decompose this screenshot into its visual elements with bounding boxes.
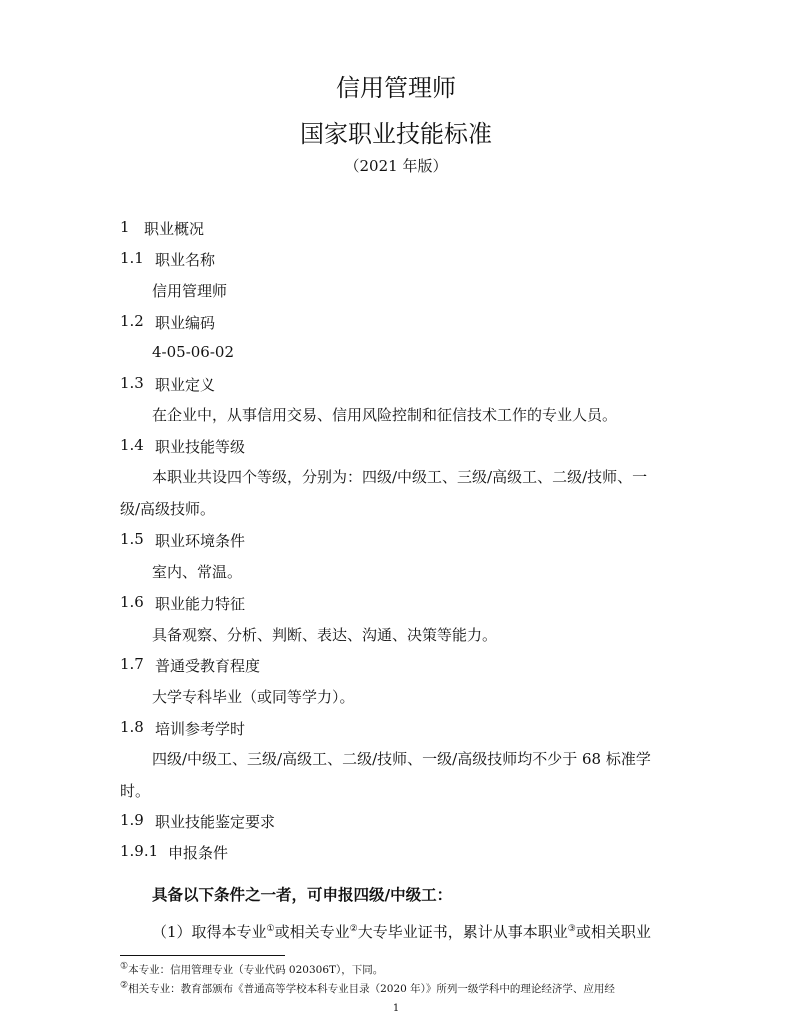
section-number: 1.8 xyxy=(120,718,144,736)
section-number: 1.4 xyxy=(120,436,144,454)
section-heading: 职业名称 xyxy=(155,251,216,269)
section-body-line: 本职业共设四个等级，分别为：四级/中级工、三级/高级工、二级/技师、一 xyxy=(152,468,648,486)
page-number: 1 xyxy=(392,1003,400,1014)
section-heading: 职业定义 xyxy=(155,376,216,394)
section-number: 1 xyxy=(120,218,130,236)
section-body: 4-05-06-02 xyxy=(152,343,235,361)
section-number: 1.6 xyxy=(120,593,144,611)
section-number: 1.2 xyxy=(120,312,144,330)
section-number: 1.7 xyxy=(120,655,144,673)
section-heading: 职业概况 xyxy=(144,220,205,238)
section-body: 在企业中，从事信用交易、信用风险控制和征信技术工作的专业人员。 xyxy=(152,406,618,424)
footnote-ref: ① xyxy=(266,924,275,934)
section-body: 室内、常温。 xyxy=(152,563,243,581)
section-body-line: 时。 xyxy=(120,782,151,800)
section-heading: 职业技能等级 xyxy=(155,438,246,456)
section-heading: 职业能力特征 xyxy=(155,595,246,613)
section-number: 1.3 xyxy=(120,374,144,392)
footnote-1: ①本专业：信用管理专业（专业代码 020306T），下同。 xyxy=(120,961,384,976)
condition-heading: 具备以下条件之一者，可申报四级/中级工： xyxy=(152,886,453,904)
section-number: 1.9 xyxy=(120,811,144,829)
condition-item: （1）取得本专业①或相关专业②大专毕业证书，累计从事本职业③或相关职业 xyxy=(152,923,651,941)
footnote-divider xyxy=(120,955,285,956)
footnote-ref: ③ xyxy=(567,924,576,934)
edition-label: （2021 年版） xyxy=(344,157,448,175)
section-number: 1.1 xyxy=(120,249,144,267)
section-heading: 普通受教育程度 xyxy=(155,657,261,675)
footnote-2: ②相关专业：教育部颁布《普通高等学校本科专业目录（2020 年）》所列一级学科中的理论经济学、应用经 xyxy=(120,980,615,995)
section-body-line: 四级/中级工、三级/高级工、二级/技师、一级/高级技师均不少于 68 标准学 xyxy=(152,750,651,768)
section-heading: 职业环境条件 xyxy=(155,532,246,550)
section-body: 大学专科毕业（或同等学力）。 xyxy=(152,688,355,706)
section-number: 1.9.1 xyxy=(120,842,159,860)
footnote-ref: ② xyxy=(349,924,358,934)
section-body-line: 级/高级技师。 xyxy=(120,500,216,518)
section-heading: 培训参考学时 xyxy=(155,720,246,738)
section-heading: 职业编码 xyxy=(155,314,216,332)
section-number: 1.5 xyxy=(120,530,144,548)
section-body: 信用管理师 xyxy=(152,282,228,300)
section-heading: 申报条件 xyxy=(168,844,229,862)
document-title: 信用管理师 xyxy=(336,74,456,102)
section-body: 具备观察、分析、判断、表达、沟通、决策等能力。 xyxy=(152,626,498,644)
section-heading: 职业技能鉴定要求 xyxy=(155,813,276,831)
document-subtitle: 国家职业技能标准 xyxy=(300,120,492,148)
